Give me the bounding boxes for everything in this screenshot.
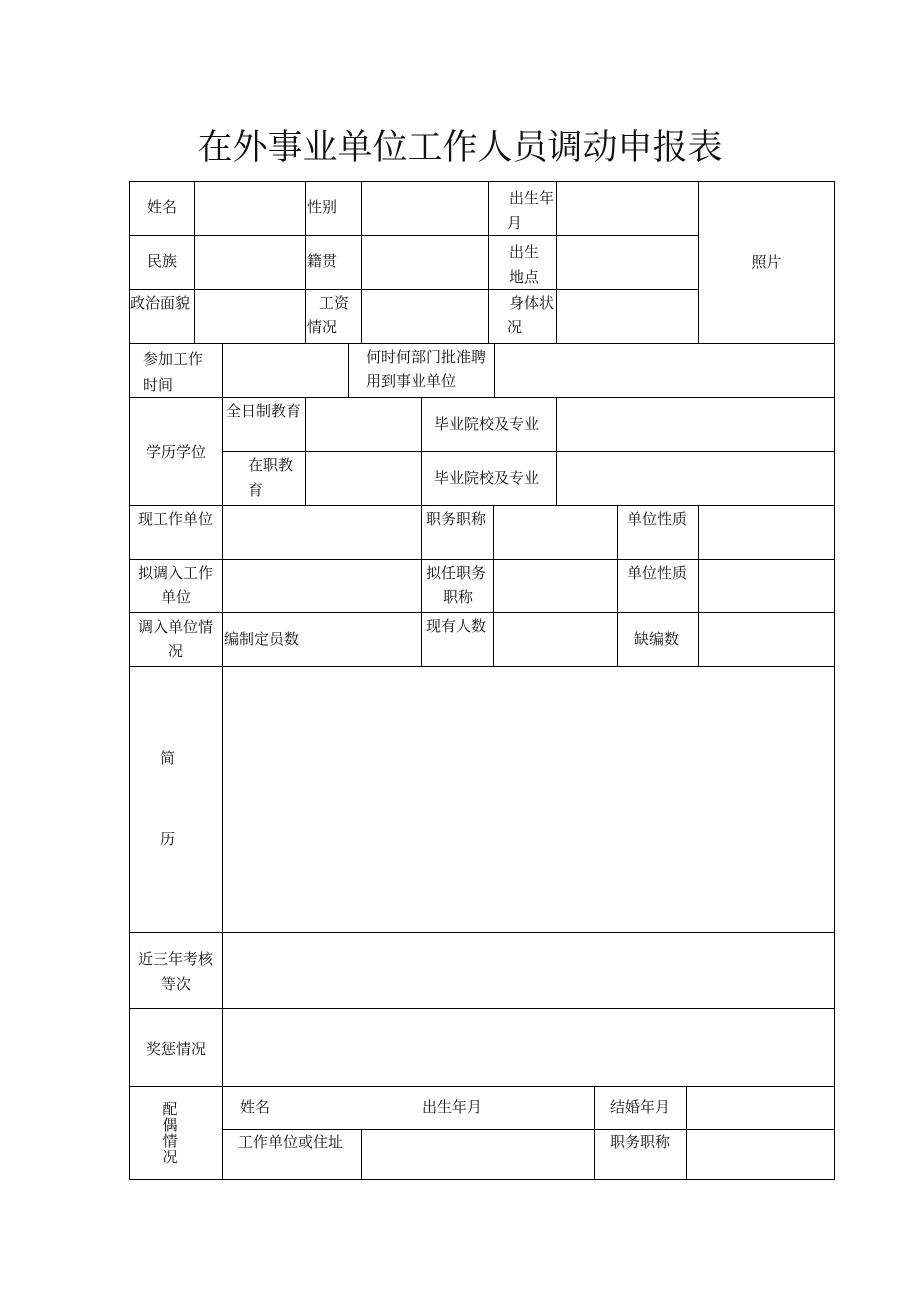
planned-position-label-line2: 职称 xyxy=(443,588,474,606)
political-status-field[interactable] xyxy=(195,290,305,343)
vacancies-field[interactable] xyxy=(699,613,834,666)
native-place-field[interactable] xyxy=(362,236,488,289)
target-status-label-line1: 调入单位情 xyxy=(138,618,214,636)
target-unit-field[interactable] xyxy=(223,560,421,612)
rewards-label: 奖惩情况 xyxy=(146,1040,207,1058)
vacancies-label: 缺编数 xyxy=(634,630,680,648)
spouse-position-label: 职务职称 xyxy=(610,1133,671,1151)
health-field[interactable] xyxy=(557,290,698,343)
resume-field[interactable] xyxy=(223,667,834,932)
appraisal-field[interactable] xyxy=(223,933,834,1008)
planned-position-label-line1: 拟任职务 xyxy=(426,564,487,582)
target-unit-nature-label: 单位性质 xyxy=(627,564,688,582)
spouse-name-label: 姓名 xyxy=(240,1098,271,1116)
resume-label-char2: 历 xyxy=(160,830,176,848)
unit-nature-field[interactable] xyxy=(699,506,834,559)
marriage-date-label: 结婚年月 xyxy=(610,1098,671,1116)
birthplace-label-line2: 地点 xyxy=(509,268,540,286)
spouse-workplace-label: 工作单位或住址 xyxy=(238,1133,344,1151)
inservice-education-field[interactable] xyxy=(306,452,421,505)
fulltime-education-field[interactable] xyxy=(306,398,421,451)
grid-line xyxy=(421,397,422,505)
name-label: 姓名 xyxy=(146,198,177,216)
birth-date-label-line2: 月 xyxy=(507,214,523,232)
gender-field[interactable] xyxy=(362,182,488,235)
approval-field[interactable] xyxy=(495,344,834,397)
birth-date-label-line1: 出生年 xyxy=(509,189,555,207)
join-work-label-line2: 时间 xyxy=(143,376,174,394)
grid-line xyxy=(305,181,306,343)
staff-quota-label: 编制定员数 xyxy=(224,630,300,648)
join-work-label-line1: 参加工作 xyxy=(143,350,204,368)
appraisal-label-line2: 等次 xyxy=(161,975,192,993)
grid-line xyxy=(222,397,223,505)
name-field[interactable] xyxy=(195,182,305,235)
health-label-line2: 况 xyxy=(507,318,523,336)
approval-label-line1: 何时何部门批准聘 xyxy=(366,348,487,366)
birthplace-field[interactable] xyxy=(557,236,698,289)
birthplace-label-line1: 出生 xyxy=(509,243,540,261)
fulltime-education-label: 全日制教育 xyxy=(226,402,302,420)
marriage-date-field[interactable] xyxy=(687,1087,834,1129)
rewards-field[interactable] xyxy=(223,1009,834,1086)
fulltime-school-major-label: 毕业院校及专业 xyxy=(434,415,540,433)
grid-line xyxy=(617,505,618,666)
target-unit-label-line2: 单位 xyxy=(161,588,192,606)
education-label: 学历学位 xyxy=(145,443,206,461)
spouse-section-label: 配偶情况 xyxy=(162,1100,178,1166)
inservice-education-label-line2: 育 xyxy=(248,481,264,499)
current-staff-label: 现有人数 xyxy=(426,617,487,635)
table-border-right xyxy=(834,181,835,1180)
grid-line xyxy=(348,343,349,397)
current-unit-label: 现工作单位 xyxy=(138,510,214,528)
planned-position-field[interactable] xyxy=(494,560,617,612)
grid-line xyxy=(421,505,422,666)
ethnicity-field[interactable] xyxy=(195,236,305,289)
spouse-position-field[interactable] xyxy=(687,1130,834,1179)
spouse-birth-date-label: 出生年月 xyxy=(422,1098,483,1116)
gender-label: 性别 xyxy=(307,198,338,216)
grid-line xyxy=(594,1086,595,1179)
current-staff-field[interactable] xyxy=(494,613,617,666)
ethnicity-label: 民族 xyxy=(146,252,177,270)
political-status-label: 政治面貌 xyxy=(130,294,191,312)
spouse-workplace-field[interactable] xyxy=(362,1130,594,1179)
page-title: 在外事业单位工作人员调动申报表 xyxy=(197,128,723,168)
fulltime-school-major-field[interactable] xyxy=(557,398,834,451)
current-unit-field[interactable] xyxy=(223,506,421,559)
health-label-line1: 身体状 xyxy=(509,294,555,312)
spouse-name-field[interactable] xyxy=(275,1087,415,1129)
approval-label-line2: 用到事业单位 xyxy=(366,372,457,390)
resume-label-char1: 简 xyxy=(160,749,176,767)
inservice-education-label-line1: 在职教 xyxy=(248,456,294,474)
unit-nature-label: 单位性质 xyxy=(627,510,688,528)
photo-label: 照片 xyxy=(751,253,782,271)
target-unit-label-line1: 拟调入工作 xyxy=(138,564,214,582)
target-status-label-line2: 况 xyxy=(168,642,184,660)
birth-date-field[interactable] xyxy=(557,182,698,235)
position-title-label: 职务职称 xyxy=(426,510,487,528)
salary-field[interactable] xyxy=(362,290,488,343)
appraisal-label-line1: 近三年考核 xyxy=(138,950,214,968)
join-work-field[interactable] xyxy=(223,344,348,397)
grid-line xyxy=(488,181,489,343)
spouse-birth-date-field[interactable] xyxy=(485,1087,594,1129)
grid-line xyxy=(222,1086,223,1179)
native-place-label: 籍贯 xyxy=(307,252,338,270)
target-unit-nature-field[interactable] xyxy=(699,560,834,612)
position-title-field[interactable] xyxy=(494,506,617,559)
inservice-school-major-field[interactable] xyxy=(557,452,834,505)
salary-label-line1: 工资 xyxy=(319,294,350,312)
inservice-school-major-label: 毕业院校及专业 xyxy=(434,469,540,487)
table-border-left xyxy=(129,181,130,1180)
salary-label-line2: 情况 xyxy=(307,318,338,336)
staff-quota-field[interactable] xyxy=(305,613,421,666)
table-border-bottom xyxy=(129,1179,835,1180)
